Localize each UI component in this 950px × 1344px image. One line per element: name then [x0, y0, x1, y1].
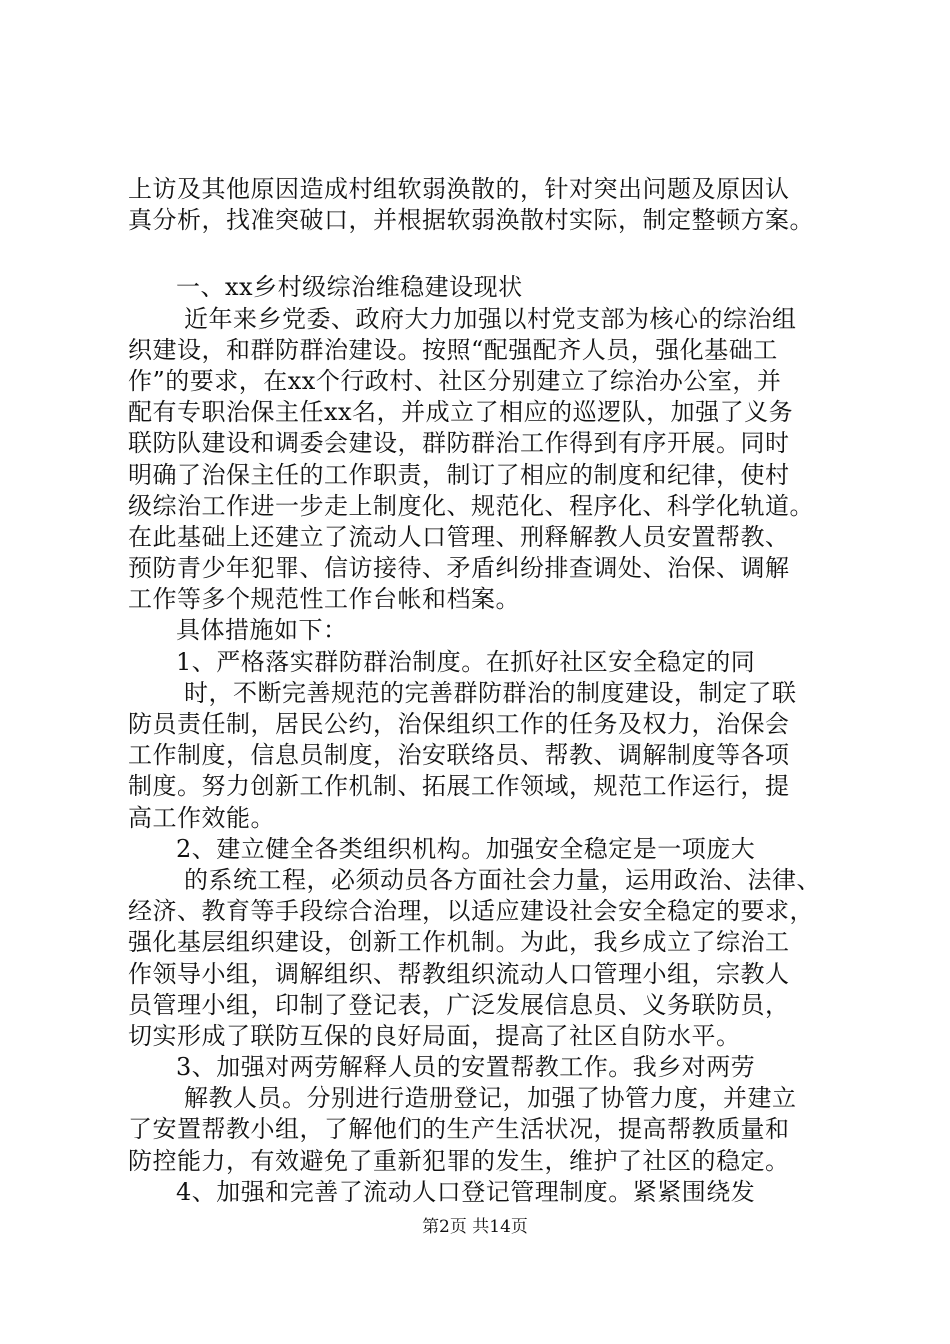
- paragraph-gap: [128, 236, 838, 272]
- text-line: 作领导小组，调解组织、帮教组织流动人口管理小组，宗教人: [128, 959, 790, 988]
- text-line: 级综治工作进一步走上制度化、规范化、程序化、科学化轨道。: [128, 491, 814, 520]
- text-line: 制度。努力创新工作机制、拓展工作领域，规范工作运行，提: [128, 772, 790, 801]
- text-line: 强化基层组织建设，创新工作机制。为此，我乡成立了综治工: [128, 928, 790, 957]
- text-line: 预防青少年犯罪、信访接待、矛盾纠纷排查调处、治保、调解: [128, 554, 790, 583]
- text-line: 经济、教育等手段综合治理，以适应建设社会安全稳定的要求，: [128, 897, 814, 926]
- text-line: 明确了治保主任的工作职责，制订了相应的制度和纪律，使村: [128, 460, 790, 489]
- text-line: 联防队建设和调委会建设，群防群治工作得到有序开展。同时: [128, 429, 790, 458]
- section-heading: 一、xx乡村级综治维稳建设现状: [176, 273, 523, 302]
- list-item-heading: 4、加强和完善了流动人口登记管理制度。紧紧围绕发: [176, 1177, 756, 1206]
- text-line: 了安置帮教小组，了解他们的生产生活状况，提高帮教质量和: [128, 1115, 790, 1144]
- text-line: 上访及其他原因造成村组软弱涣散的，针对突出问题及原因认: [128, 175, 790, 203]
- text-line: 作”的要求，在xx个行政村、社区分别建立了综治办公室，并: [128, 366, 782, 395]
- text-line: 配有专职治保主任xx名，并成立了相应的巡逻队，加强了义务: [128, 398, 794, 427]
- text-line: 工作等多个规范性工作台帐和档案。: [128, 585, 520, 614]
- text-line: 的系统工程，必须动员各方面社会力量，运用政治、法律、: [184, 865, 821, 894]
- document-body: [128, 174, 838, 1208]
- list-item-heading: 1、严格落实群防群治制度。在抓好社区安全稳定的同: [176, 647, 756, 676]
- text-line: 防控能力，有效避免了重新犯罪的发生，维护了社区的稳定。: [128, 1146, 790, 1175]
- text-line: 真分析，找准突破口，并根据软弱涣散村实际，制定整顿方案。: [128, 206, 814, 235]
- text-line: 员管理小组，印制了登记表，广泛发展信息员、义务联防员，: [128, 990, 790, 1019]
- text-line: 织建设，和群防群治建设。按照“配强配齐人员，强化基础工: [128, 335, 778, 364]
- text-line: 时，不断完善规范的完善群防群治的制度建设，制定了联: [184, 678, 797, 707]
- list-item-heading: 2、建立健全各类组织机构。加强安全稳定是一项庞大: [176, 834, 756, 863]
- list-item-heading: 3、加强对两劳解释人员的安置帮教工作。我乡对两劳: [176, 1053, 756, 1082]
- page-number-footer: 第2页 共14页: [422, 1217, 528, 1237]
- text-line: 近年来乡党委、政府大力加强以村党支部为核心的综治组: [184, 304, 797, 333]
- text-line: 在此基础上还建立了流动人口管理、刑释解教人员安置帮教、: [128, 522, 790, 551]
- text-line: 具体措施如下：: [176, 616, 348, 645]
- text-line: 高工作效能。: [128, 803, 275, 832]
- text-line: 工作制度，信息员制度，治安联络员、帮教、调解制度等各项: [128, 741, 790, 770]
- text-line: 切实形成了联防互保的良好局面，提高了社区自防水平。: [128, 1021, 741, 1050]
- text-line: 防员责任制，居民公约，治保组织工作的任务及权力，治保会: [128, 710, 790, 738]
- text-line: 解教人员。分别进行造册登记，加强了协管力度，并建立: [184, 1084, 797, 1113]
